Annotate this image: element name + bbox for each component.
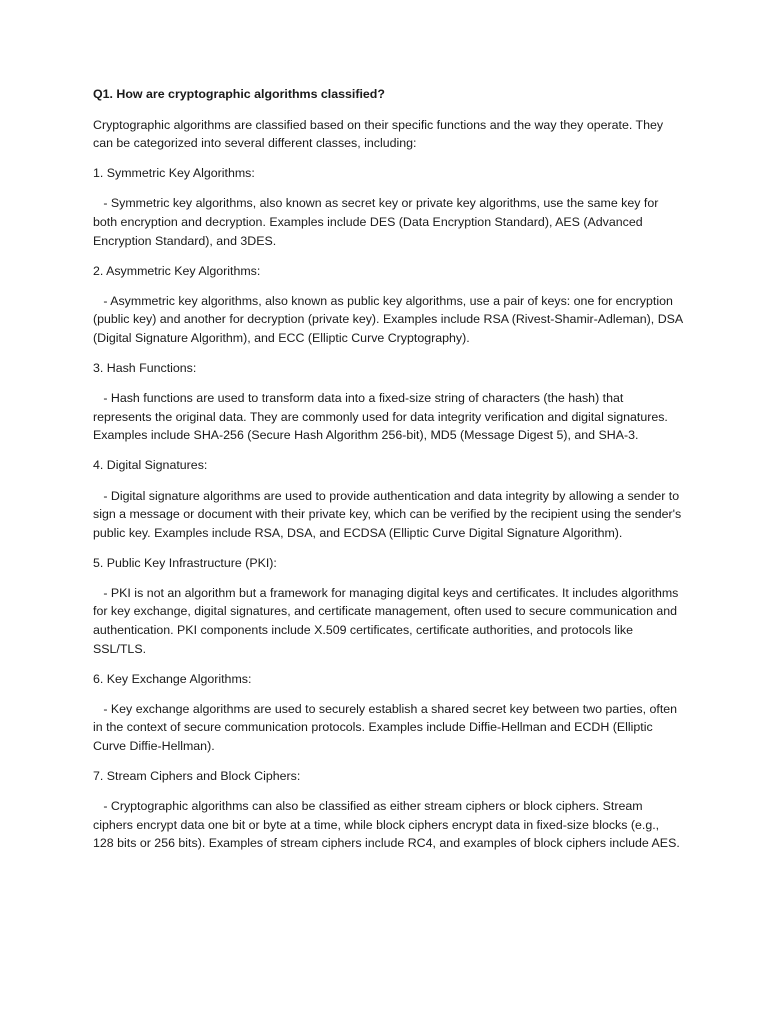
item-title-digital-signatures: 4. Digital Signatures: (93, 458, 208, 473)
item-description-key-exchange: - Key exchange algorithms are used to securely establish a shared secret key between two parties, often in the context of secure communication protocols. Examples include Diffie-Hellman and ECDH (Elliptic Curve Diffie-Hellman). (93, 701, 681, 754)
item-title-stream-block-ciphers: 7. Stream Ciphers and Block Ciphers: (93, 769, 301, 784)
item-description-pki: - PKI is not an algorithm but a framework for managing digital keys and certificates. It includes algorithms for key exchange, digital signatures, and certificate management, often used to secure communication and authentication. PKI components include X.509 certificates, certificate authorities, and protocols like SSL/TLS. (93, 585, 682, 656)
item-title-hash: 3. Hash Functions: (93, 361, 197, 376)
item-description-digital-signatures: - Digital signature algorithms are used to provide authentication and data integrity by allowing a sender to sign a message or document with their private key, which can be verified by the recipient using the sender's public key. Examples include RSA, DSA, and ECDSA (Elliptic Curve Digital Signature Algorithm). (93, 488, 685, 540)
item-description-asymmetric: - Asymmetric key algorithms, also known as public key algorithms, use a pair of keys: one for encryption (public key) and another for decryption (private key). Examples include RSA (Rivest-Shamir-Adleman), DSA (Digital Signature Algorithm), and ECC (Elliptic Curve Cryptography). (93, 293, 686, 345)
item-description-stream-block-ciphers: - Cryptographic algorithms can also be classified as either stream ciphers or block ciphers. Stream ciphers encrypt data one bit or byte at a time, while block ciphers encrypt data in fixed-size blocks (e.g., 128 bits or 256 bits). Examples of stream ciphers include RC4, and examples of block ciphers include AES. (93, 799, 680, 851)
document-body (93, 85, 686, 865)
item-description-hash: - Hash functions are used to transform data into a fixed-size string of characters (the hash) that represents the original data. They are commonly used for data integrity verification and digital signatures. Examples include SHA-256 (Secure Hash Algorithm 256-bit), MD5 (Message Digest 5), and SHA-3. (93, 391, 672, 443)
item-description-symmetric: - Symmetric key algorithms, also known as secret key or private key algorithms, use the same key for both encryption and decryption. Examples include DES (Data Encryption Standard), AES (Advanced Encryption Standard), and 3DES. (93, 196, 662, 248)
intro-paragraph: Cryptographic algorithms are classified based on their specific functions and the way they operate. They can be categorized into several different classes, including: (93, 117, 664, 151)
item-title-symmetric: 1. Symmetric Key Algorithms: (93, 166, 255, 181)
item-title-key-exchange: 6. Key Exchange Algorithms: (93, 671, 252, 686)
item-title-pki: 5. Public Key Infrastructure (PKI): (93, 555, 277, 570)
item-title-asymmetric: 2. Asymmetric Key Algorithms: (93, 263, 261, 278)
question-heading: Q1. How are cryptographic algorithms classified? (93, 87, 385, 101)
